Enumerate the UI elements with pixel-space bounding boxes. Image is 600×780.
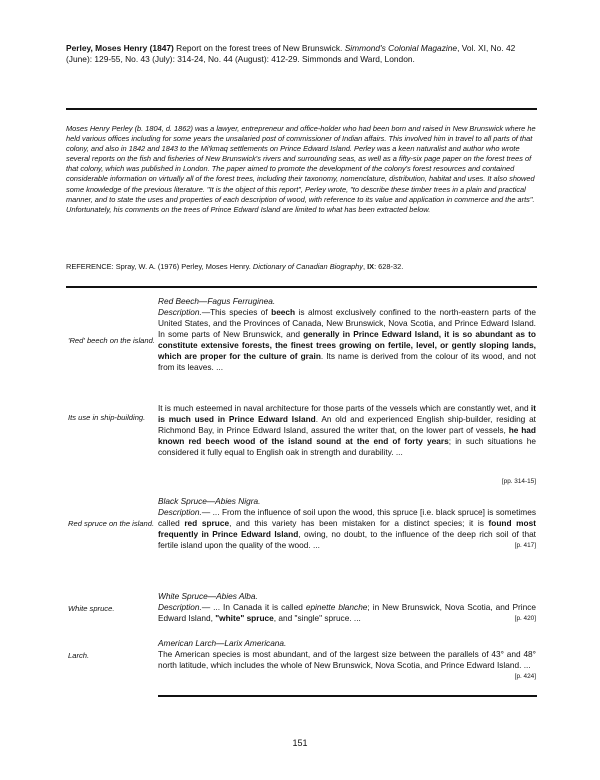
citation [66,43,536,65]
abstract: Moses Henry Perley (b. 1804, d. 1862) was a lawyer, entrepreneur and office-holder who had been born and raised in New Brunswick where he held various offices including for some years the unsalaried post of commissioner of Indian affairs. This involved him in travel to all parts of that colony, and also in 1842 and 1843 to the Mi'kmaq settlements on Prince Edward Island. Perley was a keen naturalist and author who wrote several reports on the fish and fisheries of New Brunswick's rivers and surrounding seas, as well as a fifty-six page paper on the forest trees of that colony, which was published in London. The paper aimed to promote the development of the colony's forest resources and contained considerable information on virtually all of the forest trees, including their taxonomy, nomenclature, distribution, habitat and uses. It also showed some knowledge of the previous literature. "It is the object of this report", Perley wrote, "to describe these timber trees in a plain and practical manner, and to state the uses and properties of each description of wood, with reference to its value and application in commerce and the arts". Unfortunately, his comments on the trees of Prince Edward Island are limited to what has been extracted below. [66,124,536,214]
entry-red-beech [158,296,536,373]
reference-pages: : 628-32. [374,262,404,271]
entry-larch [158,638,536,682]
margin-note-red-spruce: Red spruce on the island. [68,519,155,528]
body-text: , owing, no doubt, to the influence of the deep rich soil of that fertile island upon the quality of the wood. ... [158,529,536,551]
margin-note-red-beech: 'Red' beech on the island. [68,336,155,345]
entry-title: Black Spruce—Abies Nigra. [158,496,261,506]
body-text: is almost exclusively confined to the north-eastern parts of the United States, and the Provinces of Canada, New Brunswick, Nova Scotia, and Prince Edward Island. In some parts of New Brunswick, and [158,307,536,340]
entry-white-spruce [158,591,536,624]
reference-sep: , [362,262,368,271]
bottom-rule [158,695,537,697]
body-text: — ... From the influence of soil upon the wood, this spruce [i.e. black spruce] is sometimes called [158,507,536,529]
reference-work: Dictionary of Canadian Biography [252,262,363,271]
body-text: . An old and experienced English ship-builder, residing at Richmond Bay, in Prince Edward Island, assured the writer that, on the lower part of vessels, [158,414,536,436]
citation-details: , Vol. XI, No. 42 (June): 129-55, No. 43 (July): 314-24, No. 44 (August): 412-29. Simmonds and Ward, London. [66,43,516,64]
entry-body [158,307,536,373]
citation-title: Report on the forest trees of New Brunswick. [173,43,345,53]
body-text: ; in New Brunswick, Nova Scotia, and Prince Edward Island, [158,602,536,624]
body-text: , and this variety has been mistaken for a distinct species; it is [229,518,489,529]
body-text: ; in such situations he considered it fully equal to English oak in strength and durability. ... [158,436,536,458]
description-label: Description. [158,507,202,518]
body-text: . Its name is derived from the colour of its wood, and not from its leaves. ... [158,351,536,373]
entry-title: Red Beech—Fagus Ferruginea. [158,296,276,306]
top-rule [66,108,537,110]
citation-author: Perley, Moses Henry (1847) [66,43,174,53]
body-text: It is much esteemed in naval architecture for those parts of the vessels which are constantly wet, and [158,403,531,413]
entry-black-spruce [158,496,536,551]
margin-note-white-spruce: White spruce. [68,604,115,613]
body-emphasis: generally in Prince Edward Island, it is so abundant as to constitute extensive forests, the finest trees growing on fertile, level, or gently sloping lands, which are proper for the culture of grain [158,329,536,362]
margin-note-ship-building: Its use in ship-building. [68,413,146,422]
body-text: — ... In Canada it is called [201,602,306,613]
page-number: 151 [292,738,308,748]
description-label: Description. [158,602,202,613]
entry-body [158,602,536,624]
body-emphasis: it is much used in Prince Edward Island [158,403,536,425]
page-ref: [pp. 314-15] [501,478,536,485]
page-ref: [p. 417] [514,542,536,550]
description-label: Description. [158,307,202,318]
reference [66,262,536,272]
page-ref: [p. 424] [514,673,536,681]
citation-journal: Simmond's Colonial Magazine [344,43,458,53]
body-text: , and "single" spruce. ... [273,613,361,624]
body-emphasis: he had known red beech wood of the island sound at the end of forty years [158,425,536,447]
body-italic: epinette blanche [305,602,368,613]
page-ref: [p. 420] [514,615,536,623]
reference-volume: IX [367,262,375,271]
body-emphasis: found most frequently in Prince Edward Island [158,518,536,540]
section-rule [66,286,537,288]
entry-title: White Spruce—Abies Alba. [158,591,258,601]
body-emphasis: red spruce [184,518,230,529]
entry-body [158,649,536,681]
entry-ship-building [158,403,536,458]
margin-note-larch: Larch. [68,651,90,660]
entry-title: American Larch—Larix Americana. [158,638,287,648]
reference-prefix: REFERENCE: Spray, W. A. (1976) Perley, Moses Henry. [66,262,253,271]
body-emphasis: "white" spruce [215,613,274,624]
body-text: The American species is most abundant, and of the largest size between the parallels of 43° and 48° north latitude, which includes the whole of New Brunswick, Nova Scotia, and Prince Edward Island. ... [158,649,536,671]
body-text: —This species of [201,307,272,318]
entry-body [158,507,536,551]
body-emphasis: beech [271,307,296,318]
